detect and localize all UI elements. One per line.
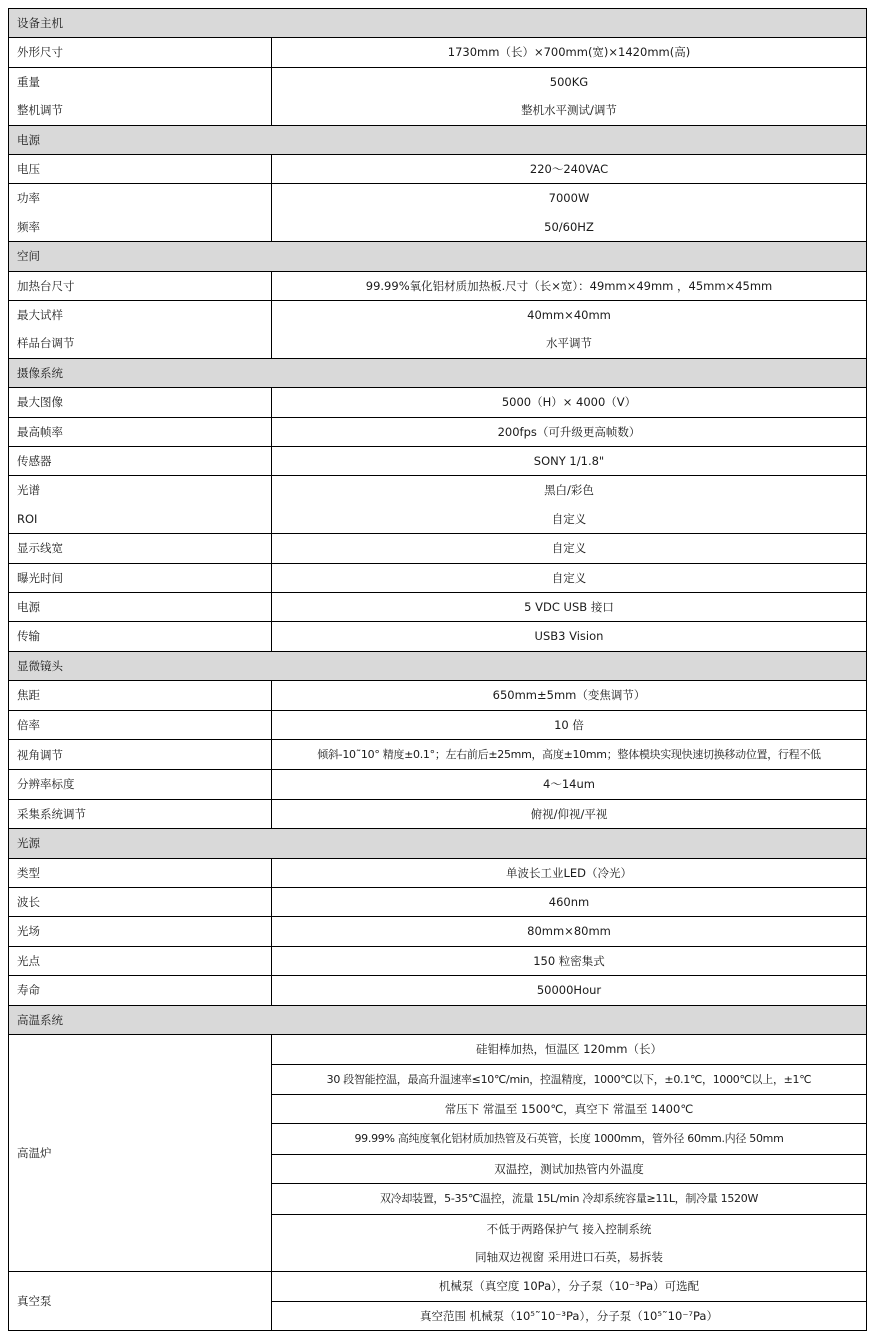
section-title: 摄像系统 bbox=[9, 358, 867, 387]
spec-value-cell bbox=[272, 1094, 867, 1123]
spec-label-cell bbox=[9, 858, 272, 887]
spec-value-cell bbox=[272, 1035, 867, 1064]
spec-row bbox=[9, 1035, 867, 1064]
section-title: 设备主机 bbox=[9, 9, 867, 38]
spec-label-cell bbox=[9, 563, 272, 592]
spec-value: 650mm±5mm（变焦调节） bbox=[492, 688, 646, 703]
group-label-cell bbox=[9, 1035, 272, 1272]
spec-value-cell bbox=[272, 563, 867, 592]
spec-value-cell bbox=[272, 858, 867, 887]
section-title: 电源 bbox=[9, 125, 867, 154]
spec-row bbox=[9, 67, 867, 125]
spec-row bbox=[9, 534, 867, 563]
spec-value-cell bbox=[272, 622, 867, 651]
spec-value: 整机水平测试/调节 bbox=[521, 103, 617, 118]
spec-value: 4～14um bbox=[543, 777, 595, 792]
spec-value: 40mm×40mm bbox=[527, 308, 611, 322]
spec-row bbox=[9, 593, 867, 622]
spec-value: 黑白/彩色 bbox=[544, 483, 594, 498]
section-header-row bbox=[9, 358, 867, 387]
spec-value: 50000Hour bbox=[536, 983, 602, 998]
spec-value: 自定义 bbox=[551, 511, 587, 526]
spec-row bbox=[9, 476, 867, 534]
spec-row bbox=[9, 301, 867, 359]
spec-value-cell bbox=[272, 740, 867, 770]
spec-label: 光场 bbox=[17, 924, 40, 939]
spec-value: SONY 1/1.8" bbox=[533, 454, 605, 468]
spec-value-cell bbox=[272, 710, 867, 739]
spec-table-body bbox=[9, 9, 867, 1331]
spec-value: 7000W bbox=[548, 191, 590, 206]
spec-value-cell bbox=[272, 593, 867, 622]
spec-label-cell bbox=[9, 770, 272, 799]
spec-row bbox=[9, 976, 867, 1005]
spec-value: 80mm×80mm bbox=[527, 924, 611, 939]
spec-label-cell bbox=[9, 67, 272, 125]
spec-label-cell bbox=[9, 681, 272, 710]
spec-value-cell bbox=[272, 184, 867, 242]
group-label-cell bbox=[9, 1272, 272, 1331]
spec-label: 传输 bbox=[17, 629, 40, 644]
spec-label: 电压 bbox=[17, 162, 40, 176]
spec-label: 加热台尺寸 bbox=[17, 278, 75, 293]
spec-value-cell bbox=[272, 476, 867, 534]
spec-row bbox=[9, 888, 867, 917]
spec-label-cell bbox=[9, 534, 272, 563]
spec-row bbox=[9, 417, 867, 446]
spec-row bbox=[9, 1272, 867, 1301]
spec-value-cell bbox=[272, 1124, 867, 1154]
spec-value-cell bbox=[272, 946, 867, 975]
spec-value-cell bbox=[272, 917, 867, 946]
spec-value: 真空范围 机械泵（10⁵˜10⁻³Pa），分子泵（10⁵˜10⁻⁷Pa） bbox=[420, 1308, 718, 1323]
spec-label-cell bbox=[9, 184, 272, 242]
spec-value-cell bbox=[272, 1301, 867, 1330]
spec-value: 99.99% 高纯度氧化铝材质加热管及石英管，长度 1000mm，管外径 60mm.内径 50mm bbox=[354, 1132, 784, 1146]
spec-row bbox=[9, 799, 867, 828]
spec-value: 双冷却装置，5-35℃温控，流量 15L/min 冷却系统容量≥11L，制冷量 1520W bbox=[379, 1192, 759, 1206]
spec-row bbox=[9, 38, 867, 67]
spec-row bbox=[9, 184, 867, 242]
spec-value-cell bbox=[272, 388, 867, 417]
spec-value-cell bbox=[272, 1064, 867, 1094]
spec-label-cell bbox=[9, 917, 272, 946]
spec-value: 水平调节 bbox=[546, 336, 592, 351]
spec-value: 硅钼棒加热，恒温区 120mm（长） bbox=[475, 1042, 662, 1057]
spec-label-cell bbox=[9, 388, 272, 417]
spec-row bbox=[9, 740, 867, 770]
spec-value: 150 粒密集式 bbox=[533, 953, 605, 968]
spec-label: 最高帧率 bbox=[17, 424, 63, 439]
spec-value: 不低于两路保护气 接入控制系统 bbox=[486, 1221, 652, 1236]
spec-value: 50/60HZ bbox=[544, 219, 594, 234]
spec-row bbox=[9, 271, 867, 300]
spec-label-cell bbox=[9, 155, 272, 184]
spec-value-cell bbox=[272, 976, 867, 1005]
spec-value: 200fps（可升级更高帧数） bbox=[497, 424, 641, 439]
spec-row bbox=[9, 155, 867, 184]
spec-value-cell bbox=[272, 417, 867, 446]
spec-label-cell bbox=[9, 593, 272, 622]
spec-value: 自定义 bbox=[551, 541, 587, 556]
spec-value: 5000（H）× 4000（V） bbox=[501, 395, 637, 410]
section-header-row bbox=[9, 651, 867, 680]
spec-value-cell bbox=[272, 1154, 867, 1183]
section-title: 显微镜头 bbox=[9, 651, 867, 680]
spec-value-cell bbox=[272, 888, 867, 917]
spec-label: 外形尺寸 bbox=[17, 45, 63, 60]
spec-value: 单波长工业LED（冷光） bbox=[505, 865, 633, 880]
spec-value-cell bbox=[272, 799, 867, 828]
spec-value-cell bbox=[272, 301, 867, 359]
spec-value-cell bbox=[272, 38, 867, 67]
spec-value-cell bbox=[272, 271, 867, 300]
spec-value: 1730mm（长）×700mm(宽)×1420mm(高) bbox=[447, 45, 691, 60]
spec-label: 视角调节 bbox=[17, 747, 63, 762]
section-header-row bbox=[9, 9, 867, 38]
spec-row bbox=[9, 858, 867, 887]
spec-row bbox=[9, 770, 867, 799]
spec-table bbox=[8, 8, 867, 1331]
spec-value: 30 段智能控温，最高升温速率≤10℃/min，控温精度，1000℃以下，±0.1℃，1000℃以上，±1℃ bbox=[326, 1072, 812, 1086]
section-header-row bbox=[9, 1005, 867, 1034]
spec-value: 自定义 bbox=[551, 570, 587, 585]
spec-label: 波长 bbox=[17, 895, 40, 910]
section-title: 光源 bbox=[9, 829, 867, 858]
spec-label: 分辨率标度 bbox=[17, 777, 75, 792]
spec-row bbox=[9, 710, 867, 739]
spec-value: 双温控，测试加热管内外温度 bbox=[494, 1161, 644, 1176]
spec-label: 整机调节 bbox=[17, 103, 63, 118]
spec-label: 光谱 bbox=[17, 483, 40, 498]
spec-label: ROI bbox=[17, 511, 38, 526]
spec-value: USB3 Vision bbox=[534, 629, 604, 644]
spec-label-cell bbox=[9, 38, 272, 67]
spec-value-cell bbox=[272, 155, 867, 184]
spec-value-cell bbox=[272, 534, 867, 563]
section-title: 高温系统 bbox=[9, 1005, 867, 1034]
spec-label: 功率 bbox=[17, 191, 40, 206]
section-header-row bbox=[9, 829, 867, 858]
spec-label: 曝光时间 bbox=[17, 570, 63, 585]
spec-row bbox=[9, 946, 867, 975]
spec-label: 频率 bbox=[17, 219, 40, 234]
spec-value-cell bbox=[272, 67, 867, 125]
spec-label: 电源 bbox=[17, 600, 40, 614]
spec-value: 10 倍 bbox=[554, 717, 584, 732]
spec-label-cell bbox=[9, 710, 272, 739]
spec-label: 样品台调节 bbox=[17, 336, 75, 351]
spec-value: 5 VDC USB 接口 bbox=[524, 600, 614, 614]
spec-value-cell bbox=[272, 1214, 867, 1272]
spec-row bbox=[9, 388, 867, 417]
spec-value: 常压下 常温至 1500℃，真空下 常温至 1400℃ bbox=[444, 1101, 694, 1116]
spec-label-cell bbox=[9, 976, 272, 1005]
spec-row bbox=[9, 447, 867, 476]
spec-row bbox=[9, 563, 867, 592]
spec-label-cell bbox=[9, 799, 272, 828]
spec-value-cell bbox=[272, 770, 867, 799]
spec-label: 显示线宽 bbox=[17, 541, 63, 556]
spec-value: 500KG bbox=[549, 74, 589, 89]
section-header-row bbox=[9, 125, 867, 154]
spec-label-cell bbox=[9, 476, 272, 534]
spec-value: 460nm bbox=[548, 895, 590, 910]
spec-label: 最大试样 bbox=[17, 308, 63, 322]
spec-value: 俯视/仰视/平视 bbox=[530, 806, 608, 821]
spec-value: 倾斜-10˜10° 精度±0.1°；左右前后±25mm，高度±10mm；整体模块实现快速切换移动位置，行程不低 bbox=[317, 748, 821, 762]
spec-label-cell bbox=[9, 301, 272, 359]
spec-value-cell bbox=[272, 447, 867, 476]
spec-label: 焦距 bbox=[17, 688, 40, 703]
spec-label: 重量 bbox=[17, 74, 40, 89]
spec-value-cell bbox=[272, 1272, 867, 1301]
spec-label: 真空泵 bbox=[17, 1294, 52, 1309]
spec-label-cell bbox=[9, 271, 272, 300]
spec-label-cell bbox=[9, 740, 272, 770]
spec-label-cell bbox=[9, 417, 272, 446]
section-title: 空间 bbox=[9, 242, 867, 271]
spec-value-cell bbox=[272, 1184, 867, 1214]
spec-row bbox=[9, 622, 867, 651]
spec-label: 光点 bbox=[17, 953, 40, 968]
spec-label: 类型 bbox=[17, 865, 40, 880]
spec-label-cell bbox=[9, 946, 272, 975]
spec-label: 倍率 bbox=[17, 717, 40, 732]
spec-value: 220～240VAC bbox=[529, 162, 609, 176]
spec-value: 99.99%氧化铝材质加热板.尺寸（长×宽）：49mm×49mm ，45mm×45mm bbox=[365, 278, 773, 293]
spec-label: 传感器 bbox=[17, 454, 52, 468]
spec-value-cell bbox=[272, 681, 867, 710]
spec-label: 采集系统调节 bbox=[17, 806, 86, 821]
section-header-row bbox=[9, 242, 867, 271]
spec-label: 高温炉 bbox=[17, 1146, 52, 1160]
spec-row bbox=[9, 917, 867, 946]
spec-label-cell bbox=[9, 888, 272, 917]
spec-row bbox=[9, 681, 867, 710]
spec-value: 机械泵（真空度 10Pa），分子泵（10⁻³Pa）可选配 bbox=[438, 1279, 700, 1294]
spec-label: 寿命 bbox=[17, 983, 40, 998]
spec-label: 最大图像 bbox=[17, 395, 63, 410]
spec-value: 同轴双边视窗 采用进口石英，易拆装 bbox=[475, 1249, 663, 1264]
spec-label-cell bbox=[9, 447, 272, 476]
spec-label-cell bbox=[9, 622, 272, 651]
